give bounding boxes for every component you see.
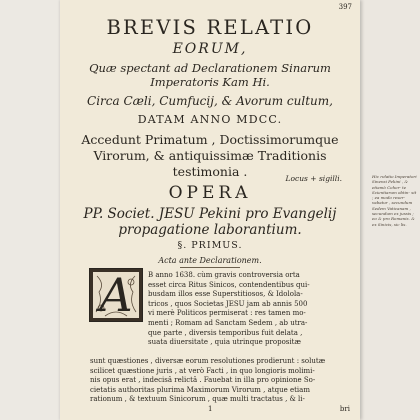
body-line: tricos , quos Societas JESU jam ab annis 500 bbox=[148, 299, 308, 308]
subtitle-eorum: EORUM, bbox=[172, 41, 248, 57]
authors-line-1: PP. Societ. JESU Pekini pro Evangelij bbox=[83, 206, 337, 222]
body-line: esset circa Ritus Sinicos, contendentibus qui- bbox=[148, 280, 310, 289]
body-line: scilicet quæstione juris , at verò Facti , in quo longioris molimi- bbox=[90, 366, 315, 375]
marginal-note: Hic relatio Imperatori Sinensi Pekini , & etiamò Cohor- te Scientiarum obtin- xit ; ea modo reser- vabatur , secundum Sedem Vaticanam , secundum ex jussis ; eo & pro Romanis. & ex Sinicis, sic lis. bbox=[372, 174, 417, 227]
body-line: nis opus erat , indecisâ relictâ . Fauebat in illa pro opinione So- bbox=[90, 376, 316, 385]
accedunt-line-2: Virorum, & antiquissimæ Traditionis bbox=[93, 148, 327, 163]
locus-sigilli: Locus + sigilli. bbox=[285, 174, 342, 183]
authors-line-2: propagatione laborantium. bbox=[118, 222, 302, 238]
body-line: rationum , & textuum Sinicorum , quæ multi tractatus , & li- bbox=[90, 395, 305, 404]
signature-mark: 1 bbox=[208, 404, 213, 413]
document-page bbox=[60, 0, 360, 420]
section-subheading: Acta ante Declarationem. bbox=[158, 256, 262, 265]
body-line: suata diuersitate , quia utrinque propositæ bbox=[148, 338, 302, 347]
accedunt-line-1: Accedunt Primatum , Doctissimorumque bbox=[81, 132, 339, 147]
opera-heading: OPERA bbox=[168, 183, 252, 203]
decorated-initial bbox=[89, 268, 143, 322]
subtitle-circa: Circa Cæli, Cumfucij, & Avorum cultum, bbox=[87, 94, 333, 108]
body-line: menti ; Romam ad Sanctam Sedem , ab utra- bbox=[148, 318, 308, 327]
body-line: sunt quæstiones , diversæ eorum resolutiones prodierunt : solutæ bbox=[90, 357, 326, 365]
initial-letter: A bbox=[99, 268, 133, 322]
body-line: B anno 1638. cùm gravis controversia orta bbox=[148, 271, 300, 279]
subtitle-quae-line-1: Quæ spectant ad Declarationem Sinarum bbox=[89, 61, 331, 75]
date-line: DATAM ANNO MDCC. bbox=[137, 113, 283, 126]
section-rule bbox=[180, 267, 240, 268]
subtitle-quae-line-2: Imperatoris Kam Hi. bbox=[150, 75, 270, 89]
body-line: vi merè Politicos permiserat : res tamen mo- bbox=[148, 309, 306, 318]
body-text-indented bbox=[148, 271, 348, 348]
body-line: que parte , diversis temporibus fuit delata , bbox=[148, 328, 303, 337]
catchword: bri bbox=[339, 404, 350, 413]
body-line: busdam illos esse Superstitiosos, & Idolola- bbox=[148, 290, 303, 299]
folio-number: 397 bbox=[338, 3, 352, 11]
body-text-full bbox=[90, 357, 350, 415]
accedunt-line-3: testimonia . bbox=[172, 164, 248, 179]
section-heading: §. PRIMUS. bbox=[177, 240, 243, 251]
catch-line bbox=[90, 405, 350, 415]
body-line: cietatis authoritas plurima Maximorum Virorum , atque etiam bbox=[90, 385, 310, 394]
page-title: BREVIS RELATIO bbox=[106, 16, 314, 39]
